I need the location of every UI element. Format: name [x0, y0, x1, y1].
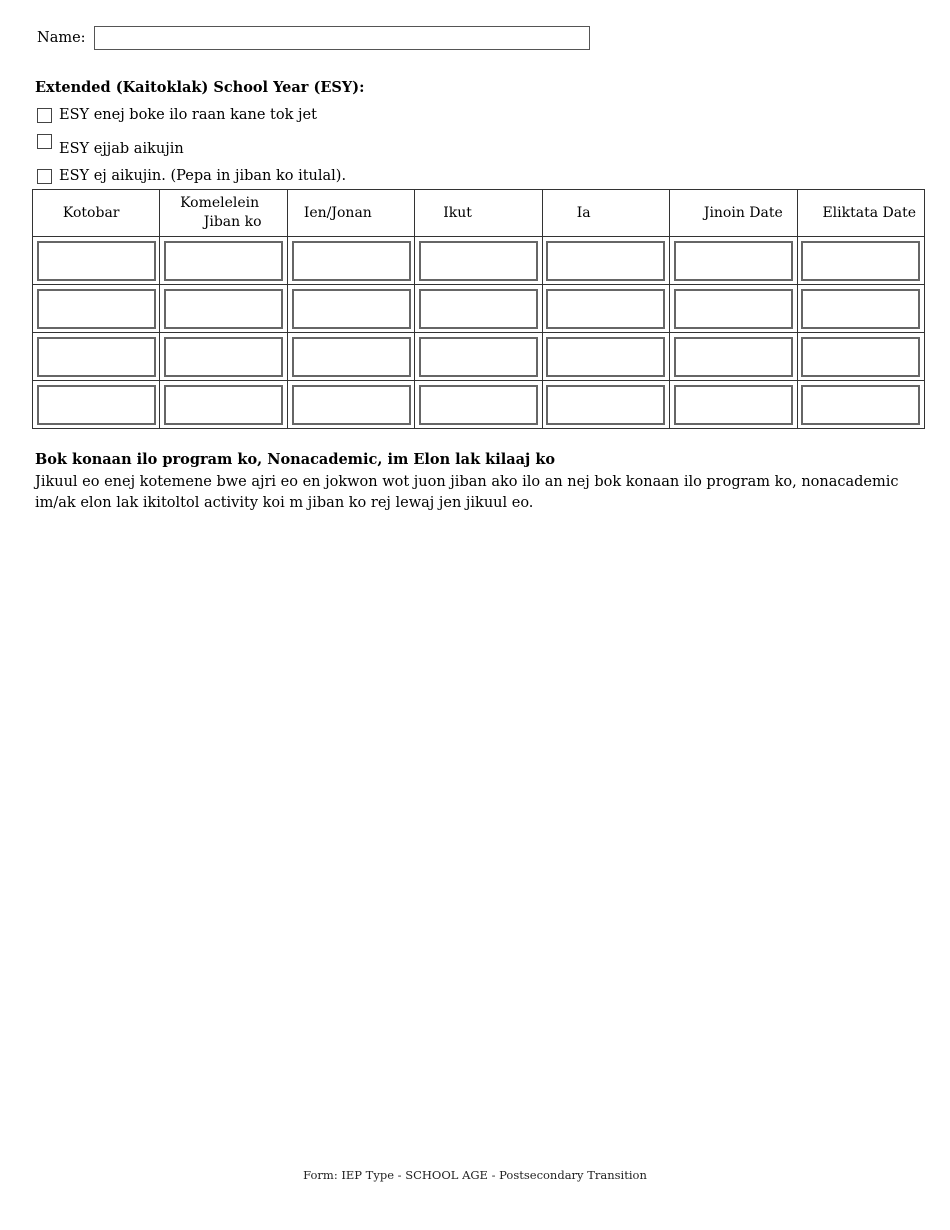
- programs-section-title: Bok konaan ilo program ko, Nonacademic, im Elon lak kilaaj ko: [35, 451, 556, 468]
- table-cell: [542, 237, 669, 285]
- table-cell: [797, 333, 924, 381]
- table-cell-input[interactable]: [674, 289, 793, 329]
- header-ien-jonan: Ien/Jonan: [287, 190, 414, 237]
- header-ia: Ia: [542, 190, 669, 237]
- esy-needed-checkbox[interactable]: [37, 169, 52, 184]
- table-row: [33, 237, 925, 285]
- table-cell: [287, 333, 414, 381]
- table-cell: [33, 237, 160, 285]
- header-eliktata-date: Eliktata Date: [797, 190, 924, 237]
- table-cell-input[interactable]: [37, 337, 156, 377]
- table-cell-input[interactable]: [801, 241, 920, 281]
- table-cell-input[interactable]: [419, 241, 538, 281]
- table-cell: [670, 285, 797, 333]
- table-cell-input[interactable]: [419, 385, 538, 425]
- table-row: [33, 333, 925, 381]
- table-cell: [670, 381, 797, 429]
- esy-option-needed[interactable]: [37, 168, 346, 184]
- table-cell-input[interactable]: [674, 337, 793, 377]
- table-cell: [160, 285, 287, 333]
- table-row: [33, 381, 925, 429]
- table-cell-input[interactable]: [546, 337, 665, 377]
- esy-needed-label: ESY ej aikujin. (Pepa in jiban ko itulal).: [59, 168, 347, 184]
- table-cell: [670, 237, 797, 285]
- table-header-row: [33, 190, 925, 237]
- table-cell-input[interactable]: [292, 385, 411, 425]
- table-cell: [415, 237, 542, 285]
- table-cell-input[interactable]: [164, 385, 283, 425]
- table-cell: [415, 333, 542, 381]
- table-cell: [797, 381, 924, 429]
- programs-section-text: Jikuul eo enej kotemene bwe ajri eo en jokwon wot juon jiban ako ilo an nej bok konaan ilo program ko, nonacademic im/ak elon lak ikitoltol activity koi m jiban ko rej lewaj jen jikuul eo.: [35, 474, 899, 511]
- table-cell: [160, 381, 287, 429]
- table-row: [33, 285, 925, 333]
- esy-later-label: ESY enej boke ilo raan kane tok jet: [59, 107, 317, 123]
- table-cell: [287, 237, 414, 285]
- table-cell: [160, 333, 287, 381]
- table-cell-input[interactable]: [801, 337, 920, 377]
- esy-services-table: [32, 189, 925, 429]
- esy-later-checkbox[interactable]: [37, 108, 52, 123]
- table-cell-input[interactable]: [292, 241, 411, 281]
- esy-option-not-needed[interactable]: [37, 141, 184, 157]
- table-cell: [33, 381, 160, 429]
- table-cell: [797, 237, 924, 285]
- table-cell: [670, 333, 797, 381]
- table-cell-input[interactable]: [37, 385, 156, 425]
- table-cell-input[interactable]: [674, 385, 793, 425]
- esy-option-later[interactable]: [37, 107, 317, 123]
- form-footer: Form: IEP Type - SCHOOL AGE - Postsecondary Transition: [303, 1168, 647, 1182]
- table-cell-input[interactable]: [546, 385, 665, 425]
- table-cell-input[interactable]: [164, 241, 283, 281]
- table-cell: [415, 381, 542, 429]
- name-row: [37, 26, 590, 50]
- header-komelelein-jiban-ko: Komelelein Jiban ko: [160, 190, 287, 237]
- table-cell-input[interactable]: [801, 385, 920, 425]
- table-cell-input[interactable]: [546, 289, 665, 329]
- table-cell-input[interactable]: [674, 241, 793, 281]
- header-ikut: Ikut: [415, 190, 542, 237]
- table-cell-input[interactable]: [801, 289, 920, 329]
- table-cell: [415, 285, 542, 333]
- esy-not-needed-label: ESY ejjab aikujin: [59, 141, 184, 157]
- table-cell-input[interactable]: [164, 289, 283, 329]
- table-cell: [287, 285, 414, 333]
- esy-heading: Extended (Kaitoklak) School Year (ESY):: [35, 79, 365, 96]
- table-cell: [33, 285, 160, 333]
- table-cell-input[interactable]: [292, 337, 411, 377]
- table-cell: [287, 381, 414, 429]
- name-label: Name:: [37, 30, 86, 46]
- table-body: [33, 237, 925, 429]
- table-cell-input[interactable]: [37, 241, 156, 281]
- table-cell-input[interactable]: [419, 289, 538, 329]
- table-cell: [542, 285, 669, 333]
- table-cell: [160, 237, 287, 285]
- table-cell-input[interactable]: [37, 289, 156, 329]
- table-cell: [542, 333, 669, 381]
- table-cell-input[interactable]: [292, 289, 411, 329]
- table-cell: [542, 381, 669, 429]
- table-cell-input[interactable]: [419, 337, 538, 377]
- table-cell: [33, 333, 160, 381]
- esy-not-needed-checkbox[interactable]: [37, 134, 52, 149]
- header-kotobar: Kotobar: [33, 190, 160, 237]
- table-cell-input[interactable]: [164, 337, 283, 377]
- table-cell-input[interactable]: [546, 241, 665, 281]
- name-input[interactable]: [94, 26, 590, 50]
- header-jinoin-date: Jinoin Date: [670, 190, 797, 237]
- table-cell: [797, 285, 924, 333]
